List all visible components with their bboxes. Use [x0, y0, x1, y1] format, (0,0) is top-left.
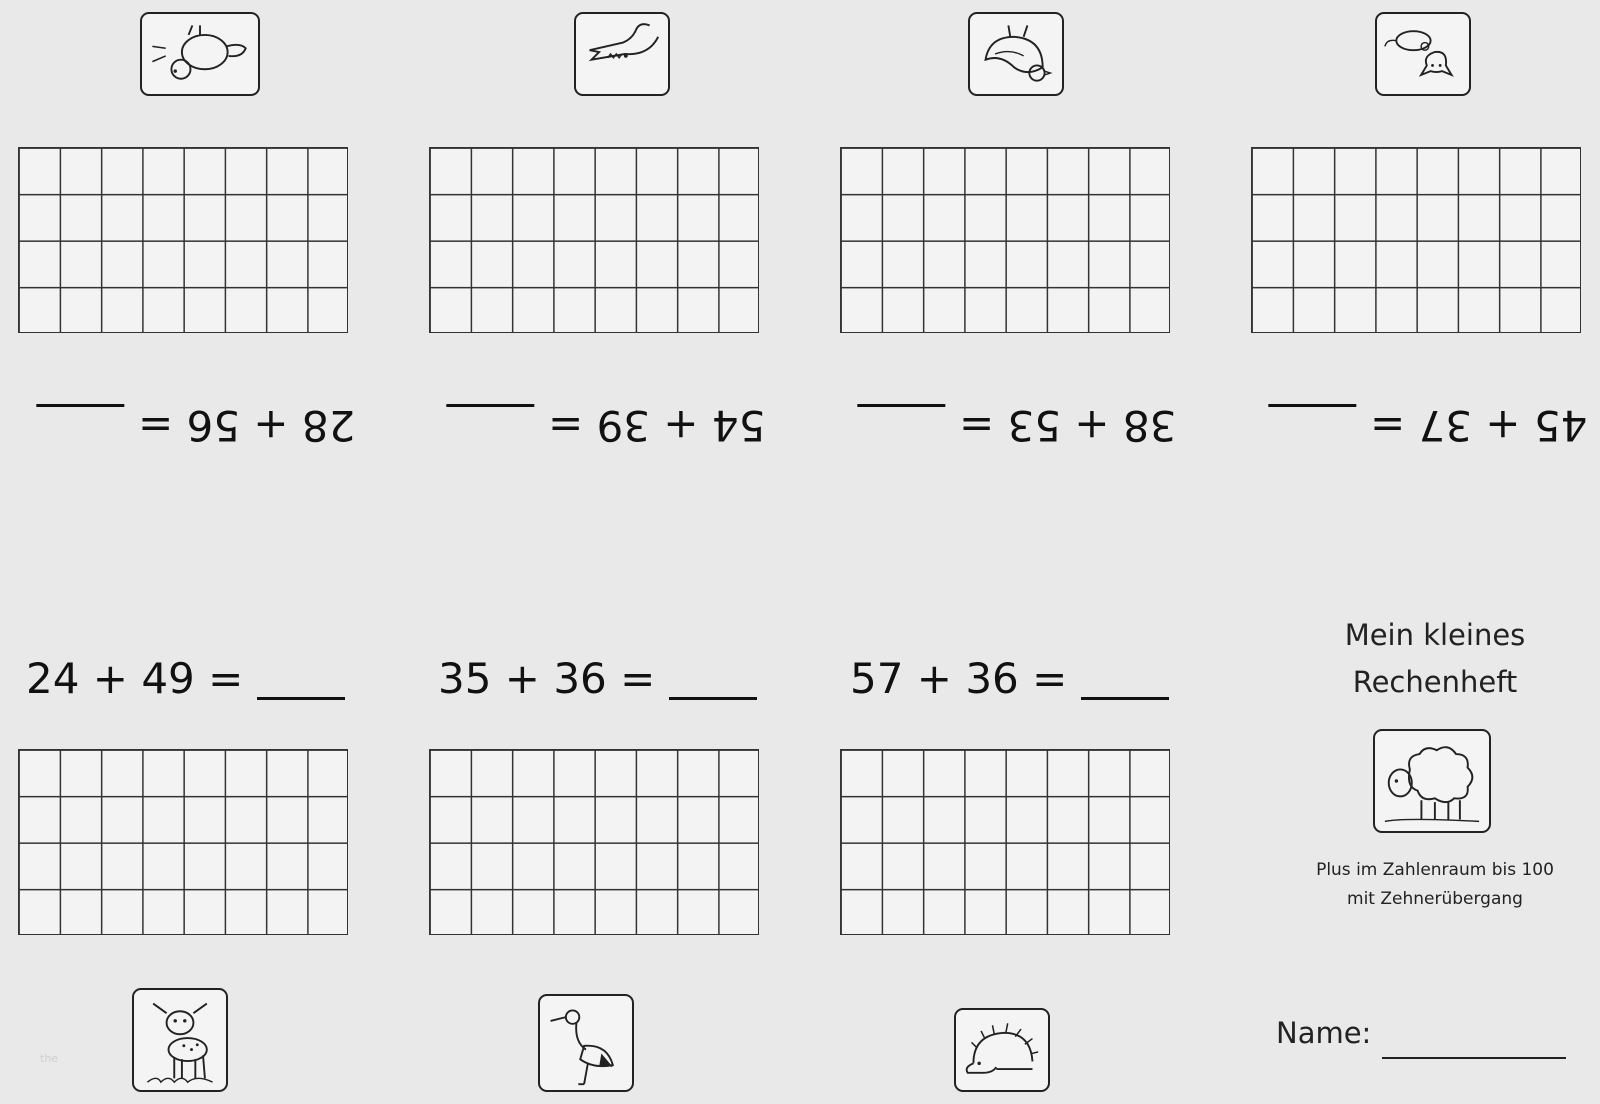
- answer-grid-7: [840, 749, 1170, 935]
- cover-title: [1290, 612, 1580, 706]
- answer-blank-3[interactable]: [857, 404, 945, 407]
- answer-grid-4: [1251, 147, 1581, 333]
- problem-5: [26, 654, 345, 704]
- problem-6-expression: 35 + 36 =: [438, 654, 656, 703]
- answer-blank-6[interactable]: [669, 697, 757, 700]
- answer-blank-4[interactable]: [1268, 404, 1356, 407]
- problem-7-expression: 57 + 36 =: [850, 654, 1068, 703]
- cover-title-line2: Rechenheft: [1352, 665, 1518, 699]
- cover-subtitle: [1280, 856, 1590, 914]
- problem-4-expression: 45 + 37 =: [1370, 401, 1588, 450]
- problem-3-expression: 38 + 53 =: [959, 401, 1177, 450]
- answer-blank-2[interactable]: [446, 404, 534, 407]
- problem-2: [446, 400, 765, 450]
- name-input-line[interactable]: [1382, 1057, 1566, 1059]
- sheep-icon: [1373, 729, 1491, 833]
- stork-icon: [538, 994, 634, 1092]
- problem-4: [1268, 400, 1587, 450]
- deer-icon: [132, 988, 228, 1092]
- chicken-icon: [968, 12, 1064, 96]
- crocodile-icon: [574, 12, 670, 96]
- hedgehog-icon: [954, 1008, 1050, 1092]
- answer-grid-5: [18, 749, 348, 935]
- answer-blank-1[interactable]: [36, 404, 124, 407]
- problem-7: [850, 654, 1169, 704]
- beaver-pig-icon: [140, 12, 260, 96]
- mouse-cat-icon: [1375, 12, 1471, 96]
- cover-subtitle-line1: Plus im Zahlenraum bis 100: [1316, 860, 1554, 880]
- problem-2-expression: 54 + 39 =: [548, 401, 766, 450]
- answer-grid-6: [429, 749, 759, 935]
- problem-1: [36, 400, 355, 450]
- answer-blank-7[interactable]: [1081, 697, 1169, 700]
- answer-grid-1: [18, 147, 348, 333]
- problem-1-expression: 28 + 56 =: [138, 401, 356, 450]
- problem-5-expression: 24 + 49 =: [26, 654, 244, 703]
- watermark: the: [40, 1052, 59, 1065]
- answer-grid-2: [429, 147, 759, 333]
- problem-6: [438, 654, 757, 704]
- name-label: Name:: [1276, 1016, 1372, 1050]
- cover-title-line1: Mein kleines: [1344, 618, 1526, 652]
- cover-subtitle-line2: mit Zehnerübergang: [1347, 889, 1523, 909]
- problem-3: [857, 400, 1176, 450]
- answer-grid-3: [840, 147, 1170, 333]
- answer-blank-5[interactable]: [257, 697, 345, 700]
